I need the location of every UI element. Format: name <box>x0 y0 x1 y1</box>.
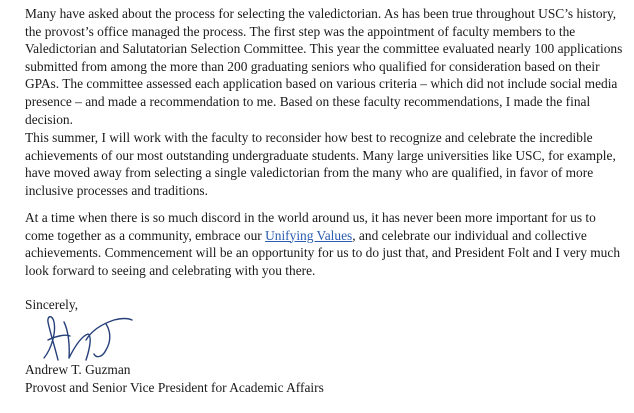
handwritten-signature <box>36 300 146 368</box>
signer-title: Provost and Senior Vice President for Academic Affairs <box>25 380 324 395</box>
paragraph-reconsider: This summer, I will work with the faculty to reconsider how best to recognize and celebrate the incredible achievements of our most outstanding undergraduate students. Many large universities like USC, for example, have moved away from selecting a single valedictorian from the many who are qualified, in favor of more inclusive processes and traditions. <box>25 130 616 198</box>
closing-salutation: Sincerely, <box>25 297 79 312</box>
paragraph-community <box>25 209 625 279</box>
unifying-values-link[interactable]: Unifying Values <box>265 227 353 243</box>
paragraph-community-text-b: , and celebrate our individual and collective achievements. Commencement will be an opportunity for us to do just that, and President Folt and I very much look forward to seeing and celebrating with you there. <box>25 227 621 278</box>
signer-name: Andrew T. Guzman <box>25 362 131 377</box>
paragraph-process: Many have asked about the process for selecting the valedictorian. As has been true throughout USC’s history, the provost’s office managed the process. The first step was the appointment of faculty members to the Valedictorian and Salutatorian Selection Committee. This year the committee evaluated nearly 100 applications submitted from among the more than 200 graduating seniors who qualified for consideration based on their GPAs. The committee assessed each application based on various criteria – which did not include social media presence – and made a recommendation to me. Based on these faculty recommendations, I made the final decision. <box>25 6 623 127</box>
paragraph-community-text-a: At a time when there is so much discord in the world around us, it has never been more important for us to come together as a community, embrace our <box>25 210 596 243</box>
